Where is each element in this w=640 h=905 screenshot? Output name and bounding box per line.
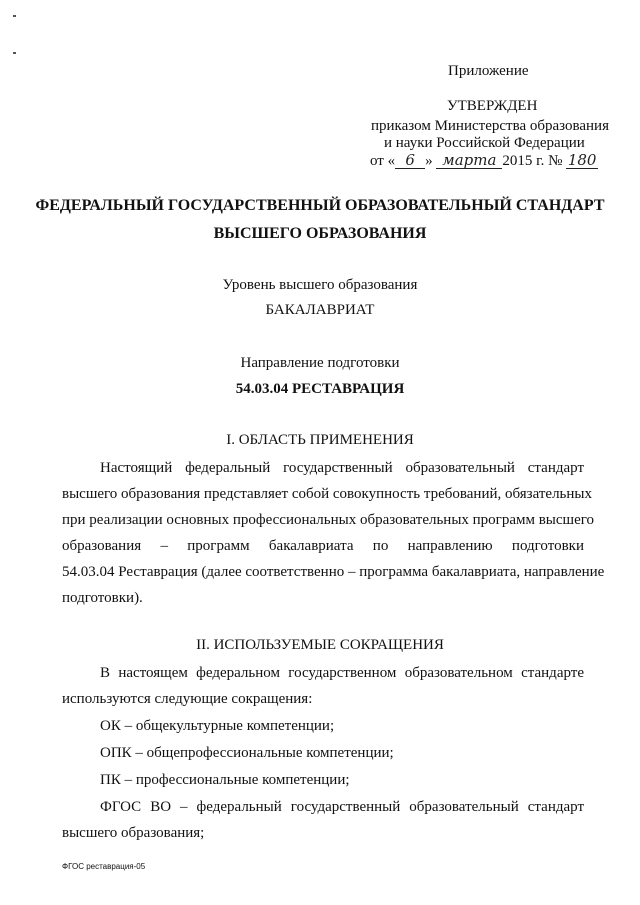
section-1-line: высшего образования представляет собой совокупность требований, обязательных: [62, 486, 592, 502]
section-2-heading: II. ИСПОЛЬЗУЕМЫЕ СОКРАЩЕНИЯ: [196, 637, 444, 653]
date-close: »: [425, 153, 433, 169]
abbreviation-item-fgos-line-2: высшего образования;: [62, 825, 205, 841]
section-1-line: 54.03.04 Реставрация (далее соответственно – программа бакалавриата, направление: [62, 564, 605, 580]
date-month: марта: [436, 152, 502, 169]
direction-value: 54.03.04 РЕСТАВРАЦИЯ: [235, 381, 405, 397]
title-line-1: ФЕДЕРАЛЬНЫЙ ГОСУДАРСТВЕННЫЙ ОБРАЗОВАТЕЛЬНЫЙ СТАНДАРТ: [35, 197, 605, 214]
abbreviation-item-opk: ОПК – общепрофессиональные компетенции;: [100, 745, 394, 761]
section-2-intro-line-2: используются следующие сокращения:: [62, 691, 313, 707]
scan-mark: [13, 52, 16, 54]
appendix-label: Приложение: [448, 63, 529, 79]
order-number: 180: [567, 151, 597, 169]
approved-label: УТВЕРЖДЕН: [447, 98, 538, 114]
abbreviation-item-pk: ПК – профессиональные компетенции;: [100, 772, 350, 788]
scan-mark: [13, 15, 16, 17]
section-1-line: при реализации основных профессиональных образовательных программ высшего: [62, 512, 595, 528]
section-1-heading: I. ОБЛАСТЬ ПРИМЕНЕНИЯ: [226, 432, 414, 448]
abbreviation-item-ok: ОК – общекультурные компетенции;: [100, 718, 335, 734]
education-level-label: Уровень высшего образования: [222, 277, 418, 293]
abbreviation-item-fgos-line-1: ФГОС ВО – федеральный государственный образовательный стандарт: [100, 799, 584, 815]
order-date-line: [370, 152, 598, 170]
title-line-2: ВЫСШЕГО ОБРАЗОВАНИЯ: [213, 225, 427, 242]
date-from: от «: [370, 153, 396, 169]
section-1-line: образования – программ бакалавриата по направлению подготовки: [62, 538, 584, 554]
date-year: 2015 г. №: [502, 153, 563, 169]
order-line-2: и науки Российской Федерации: [384, 135, 585, 151]
direction-label: Направление подготовки: [240, 355, 400, 371]
footer-code: ФГОС реставрация-05: [62, 862, 146, 871]
section-2-intro-line-1: В настоящем федеральном государственном образовательном стандарте: [100, 665, 584, 681]
section-1-line: подготовки).: [62, 590, 143, 606]
date-day: 6: [395, 152, 425, 169]
order-line-1: приказом Министерства образования: [371, 118, 609, 134]
section-1-line: Настоящий федеральный государственный образовательный стандарт: [100, 460, 584, 476]
education-level-value: БАКАЛАВРИАТ: [265, 302, 375, 318]
